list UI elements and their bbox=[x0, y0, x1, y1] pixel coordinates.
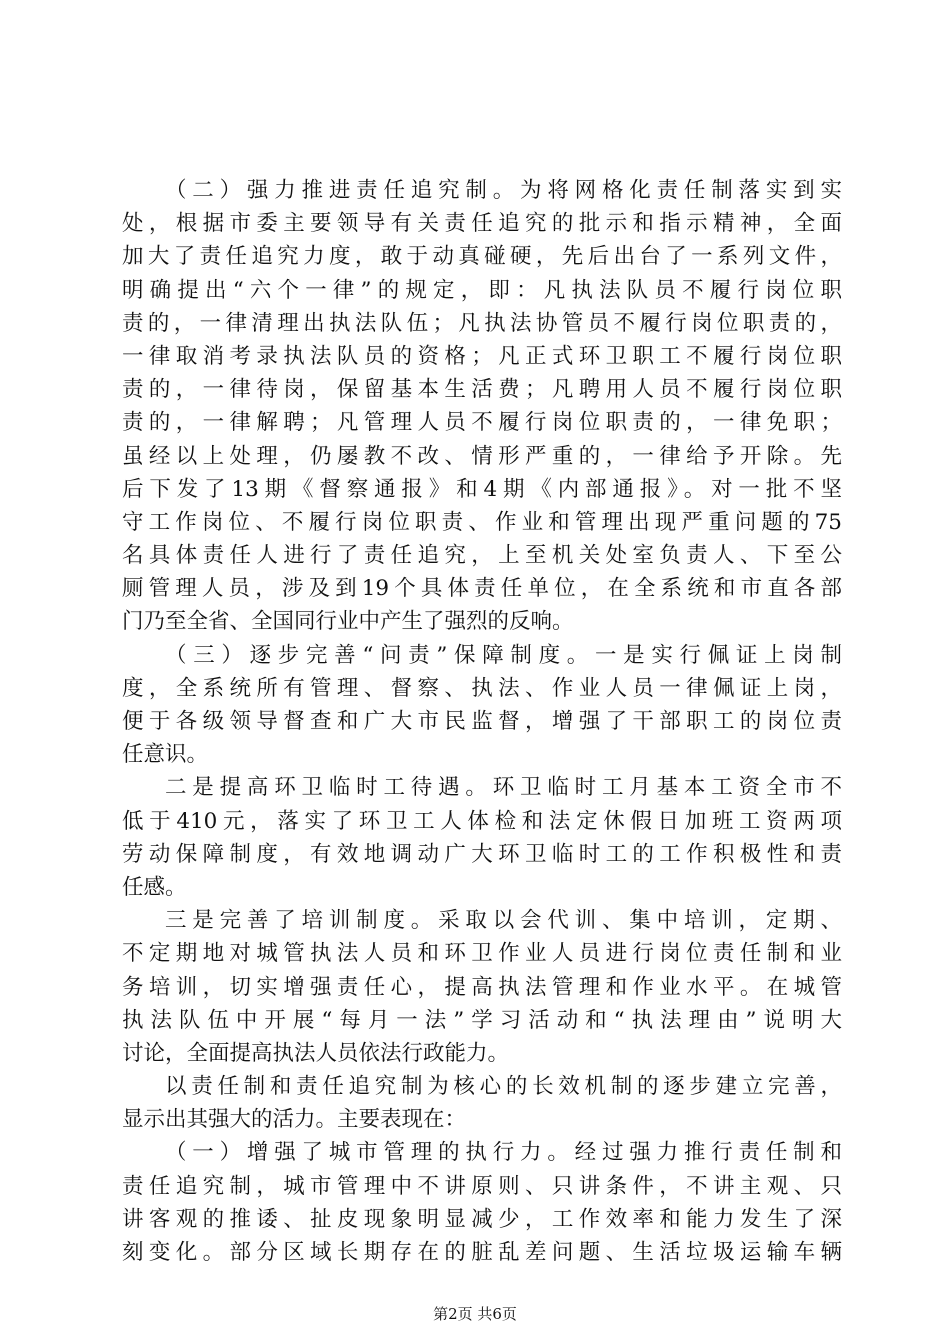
text-line: 责的，一律解聘；凡管理人员不履行岗位职责的，一律免职； bbox=[122, 410, 842, 436]
text-line: 门乃至全省、全国同行业中产生了强烈的反响。 bbox=[122, 609, 574, 635]
text-line: 后下发了13期《督察通报》和4期《内部通报》。对一批不坚 bbox=[122, 476, 842, 502]
text-line: 任感。 bbox=[122, 874, 187, 900]
text-line: 明确提出“六个一律”的规定，即：凡执法队员不履行岗位职 bbox=[122, 277, 842, 303]
text-line: 加大了责任追究力度，敢于动真碰硬，先后出台了一系列文件， bbox=[122, 244, 842, 270]
text-line: 虽经以上处理，仍屡教不改、情形严重的，一律给予开除。先 bbox=[122, 443, 842, 469]
text-line: 低于410元，落实了环卫工人体检和法定休假日加班工资两项 bbox=[122, 808, 842, 834]
text-line: 显示出其强大的活力。主要表现在： bbox=[122, 1107, 467, 1133]
text-line: （一）增强了城市管理的执行力。经过强力推行责任制和 bbox=[165, 1140, 842, 1166]
text-line: 责的，一律清理出执法队伍；凡执法协管员不履行岗位职责的， bbox=[122, 310, 842, 336]
text-line: 执法队伍中开展“每月一法”学习活动和“执法理由”说明大 bbox=[122, 1007, 842, 1033]
text-line: 不定期地对城管执法人员和环卫作业人员进行岗位责任制和业 bbox=[122, 941, 842, 967]
text-line: （三）逐步完善“问责”保障制度。一是实行佩证上岗制 bbox=[165, 642, 842, 668]
text-line: 责任追究制，城市管理中不讲原则、只讲条件，不讲主观、只 bbox=[122, 1173, 842, 1199]
text-line: 名具体责任人进行了责任追究，上至机关处室负责人、下至公 bbox=[122, 543, 842, 569]
text-line: 以责任制和责任追究制为核心的长效机制的逐步建立完善， bbox=[165, 1074, 842, 1100]
text-line: 责的，一律待岗，保留基本生活费；凡聘用人员不履行岗位职 bbox=[122, 377, 842, 403]
text-line: 讲客观的推诿、扯皮现象明显减少，工作效率和能力发生了深 bbox=[122, 1206, 842, 1232]
text-line: 三是完善了培训制度。采取以会代训、集中培训，定期、 bbox=[165, 908, 842, 934]
text-line: 守工作岗位、不履行岗位职责、作业和管理出现严重问题的75 bbox=[122, 509, 842, 535]
text-line: 处，根据市委主要领导有关责任追究的批示和指示精神，全面 bbox=[122, 211, 842, 237]
body-text bbox=[122, 174, 842, 1269]
text-line: 刻变化。部分区域长期存在的脏乱差问题、生活垃圾运输车辆 bbox=[122, 1240, 842, 1265]
text-line: 讨论，全面提高执法人员依法行政能力。 bbox=[122, 1040, 510, 1066]
text-line: 二是提高环卫临时工待遇。环卫临时工月基本工资全市不 bbox=[165, 775, 842, 801]
text-line: 一律取消考录执法队员的资格；凡正式环卫职工不履行岗位职 bbox=[122, 343, 842, 369]
text-line: 任意识。 bbox=[122, 742, 209, 768]
text-line: （二）强力推进责任追究制。为将网格化责任制落实到实 bbox=[165, 178, 842, 203]
text-line: 厕管理人员，涉及到19个具体责任单位，在全系统和市直各部 bbox=[122, 576, 842, 602]
text-line: 度，全系统所有管理、督察、执法、作业人员一律佩证上岗， bbox=[122, 675, 842, 701]
text-line: 劳动保障制度，有效地调动广大环卫临时工的工作积极性和责 bbox=[122, 841, 842, 867]
text-line: 务培训，切实增强责任心，提高执法管理和作业水平。在城管 bbox=[122, 974, 842, 1000]
page-footer: 第2页 共6页 bbox=[433, 1305, 517, 1323]
text-line: 便于各级领导督查和广大市民监督，增强了干部职工的岗位责 bbox=[122, 709, 842, 734]
